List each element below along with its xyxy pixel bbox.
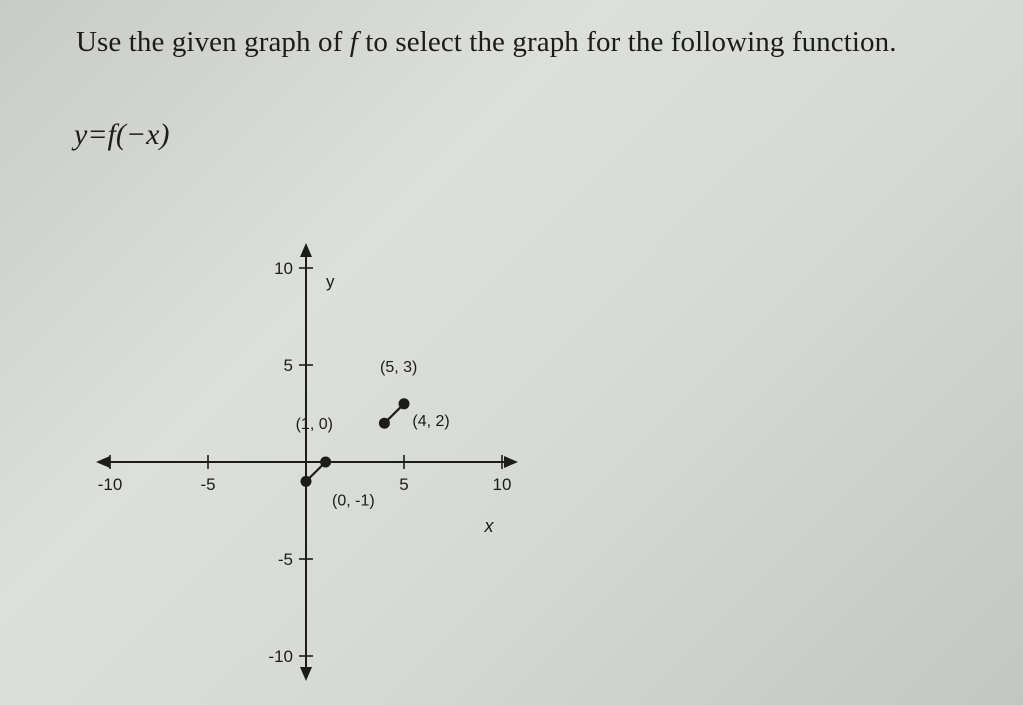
graph-point bbox=[320, 457, 331, 468]
graph-point bbox=[301, 476, 312, 487]
question-text-start: Use the given graph of bbox=[76, 26, 350, 58]
x-axis-label: x bbox=[484, 516, 494, 536]
point-label: (5, 3) bbox=[380, 358, 418, 376]
function-name: f bbox=[349, 26, 358, 58]
graph-point bbox=[399, 398, 410, 409]
y-tick-label: 10 bbox=[274, 259, 293, 278]
y-tick-label: -10 bbox=[268, 647, 293, 666]
y-axis-label: y bbox=[326, 272, 335, 291]
x-axis-left-arrow bbox=[96, 456, 110, 468]
x-tick-label: -10 bbox=[97, 475, 123, 494]
y-axis-top-arrow bbox=[300, 243, 312, 257]
x-tick-label: 10 bbox=[492, 475, 512, 494]
x-tick-label: 5 bbox=[399, 475, 409, 494]
point-label: (4, 2) bbox=[412, 413, 450, 431]
y-tick-label: 5 bbox=[283, 356, 293, 375]
point-label: (0, -1) bbox=[332, 492, 375, 510]
point-label: (1, 0) bbox=[295, 416, 333, 433]
x-axis-right-arrow bbox=[504, 456, 518, 468]
x-tick-label: -5 bbox=[200, 475, 216, 494]
graph-points bbox=[301, 398, 410, 487]
function-equation: y=f(−x) bbox=[74, 118, 170, 151]
y-axis-bottom-arrow bbox=[300, 667, 312, 681]
question-text-end: to select the graph for the following function. bbox=[357, 26, 897, 58]
graph-point bbox=[379, 418, 390, 429]
y-tick-label: -5 bbox=[277, 550, 293, 569]
